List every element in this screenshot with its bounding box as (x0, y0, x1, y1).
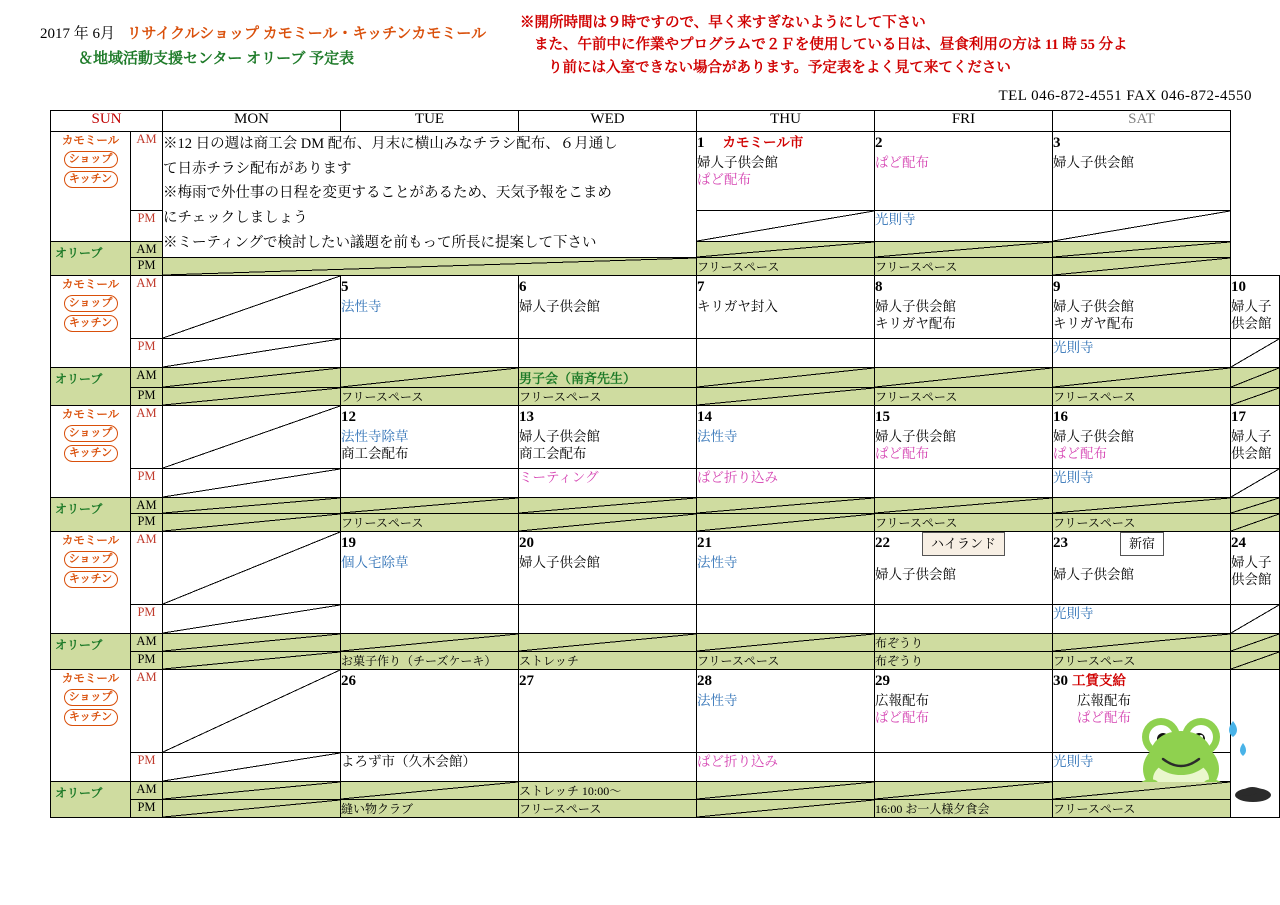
olive-cell-1-am[interactable] (697, 242, 875, 258)
week2-olive-pm-row (51, 388, 1280, 406)
day-cell-11-sun-pm[interactable] (163, 469, 341, 498)
am-label-week4: AM (131, 532, 163, 605)
day-cell-6[interactable] (519, 276, 697, 339)
olive-pm-label-week4: PM (131, 652, 163, 670)
label-olive-week4 (51, 634, 131, 670)
olive-cell-sat-pm[interactable] (1231, 514, 1280, 532)
center-title: ＆地域活動支援センター オリーブ 予定表 (78, 51, 355, 67)
day-number: 5 (341, 279, 349, 295)
olive-cell-fri-pm[interactable]: フリースペース (1053, 514, 1231, 532)
kitchen-pill: キッチン (64, 445, 118, 462)
note-line-4: にチェックしましょう (163, 209, 308, 226)
olive-cell-tue-am[interactable] (519, 634, 697, 652)
week2-pm-row (51, 339, 1280, 368)
event: 婦人子供会館 (519, 298, 600, 314)
olive-cell-sun-am[interactable] (163, 368, 341, 388)
week5-olive-am-row (51, 782, 1280, 800)
weekday-wed: WED (519, 111, 697, 132)
shop-pill: ショップ (64, 295, 118, 312)
olive-cell-thu-am[interactable] (875, 368, 1053, 388)
event: 婦人子供会館 (697, 154, 778, 170)
event: 法性寺除草 (341, 428, 409, 444)
day-cell-11-sun[interactable] (163, 406, 341, 469)
olive-cell-wed-am[interactable] (697, 634, 875, 652)
olive-cell-1-pm[interactable]: フリースペース (697, 258, 875, 276)
olive-cell-fri-pm[interactable]: フリースペース (1053, 652, 1231, 670)
day-cell-29-pm[interactable] (875, 753, 1053, 782)
label-kamomiiru-week2 (51, 276, 131, 368)
day-cell-15-pm[interactable] (875, 469, 1053, 498)
day-tag: 新宿 (1120, 532, 1164, 556)
weekday-thu: THU (697, 111, 875, 132)
olive-label: オリーブ (55, 638, 103, 652)
event: よろず市（久木会館） (341, 754, 476, 769)
week3-pm-row (51, 469, 1280, 498)
shop-title: リサイクルショップ カモミール・キッチンカモミール (126, 26, 487, 42)
calendar-table (50, 110, 1280, 818)
day-number: 6 (519, 279, 527, 295)
day-cell-9[interactable] (1053, 276, 1231, 339)
day-cell-16[interactable] (1053, 406, 1231, 469)
olive-cell-mon-pm[interactable]: 縫い物クラブ (341, 800, 519, 818)
day-cell-20-pm[interactable] (519, 605, 697, 634)
day-cell-28[interactable] (697, 670, 875, 753)
olive-cell-wed-am[interactable] (697, 368, 875, 388)
day-tag: カモミール市 (722, 135, 804, 150)
day-tag: ハイランド (922, 532, 1005, 556)
weekday-mon: MON (163, 111, 341, 132)
kitchen-pill: キッチン (64, 571, 118, 588)
day-cell-14-pm[interactable] (697, 469, 875, 498)
day-number: 3 (1053, 135, 1061, 151)
event: ぱど配布 (875, 446, 929, 462)
olive-pm-label-week5: PM (131, 800, 163, 818)
day-number: 26 (341, 673, 356, 689)
day-number: 27 (519, 673, 534, 689)
day-number: 13 (519, 409, 534, 425)
day-cell-14[interactable] (697, 406, 875, 469)
illustration-cell (1231, 670, 1280, 818)
event: 法性寺 (697, 692, 738, 708)
day-number: 15 (875, 409, 890, 425)
label-kamomiiru-week4 (51, 532, 131, 634)
event: 個人宅除草 (341, 554, 409, 570)
weekday-sun: SUN (51, 111, 163, 132)
notice-line-3: り前には入室できない場合があります。予定表をよく見て来てください (548, 59, 1011, 76)
pm-label-week4: PM (131, 605, 163, 634)
event: 広報配布 (1077, 692, 1131, 708)
title-line-1 (40, 22, 510, 43)
event: 婦人子供会館 (875, 428, 956, 444)
notice-block (520, 12, 1220, 79)
week3-olive-am-row (51, 498, 1280, 514)
day-cell-16-pm[interactable] (1053, 469, 1231, 498)
day-cell-24-pm[interactable] (1231, 605, 1280, 634)
day-cell-27-pm[interactable] (519, 753, 697, 782)
note-line-2: て日赤チラシ配布があります (163, 160, 352, 177)
event: 商工会配布 (519, 446, 587, 462)
kamomiiru-label: カモミール (61, 535, 120, 547)
olive-cell-tue-pm[interactable]: フリースペース (519, 800, 697, 818)
day-cell-26-pm[interactable] (341, 753, 519, 782)
olive-cell-sat-pm[interactable] (1231, 652, 1280, 670)
day-cell-5[interactable] (341, 276, 519, 339)
event: 光則寺 (875, 212, 916, 227)
event: 婦人子供会館 (875, 298, 956, 314)
weekday-header-row (51, 111, 1280, 132)
olive-cell-mon-pm[interactable]: フリースペース (341, 514, 519, 532)
day-cell-4-sun-pm[interactable] (163, 339, 341, 368)
day-number: 17 (1231, 409, 1246, 425)
day-cell-23[interactable] (1053, 532, 1231, 605)
event: 光則寺 (1053, 606, 1094, 621)
event: 法性寺 (341, 298, 382, 314)
label-kamomiiru-week3 (51, 406, 131, 498)
kamomiiru-label: カモミール (61, 409, 120, 421)
event: ミーティング (519, 470, 599, 485)
weekday-fri: FRI (875, 111, 1053, 132)
olive-pm-label-week3: PM (131, 514, 163, 532)
olive-cell-thu-am[interactable] (875, 498, 1053, 514)
olive-note-row[interactable] (163, 258, 697, 276)
kitchen-pill: キッチン (64, 171, 118, 188)
day-cell-10-pm[interactable] (1231, 339, 1280, 368)
olive-cell-fri-am[interactable] (1053, 634, 1231, 652)
olive-cell-mon-am[interactable] (341, 634, 519, 652)
olive-am-label-week2: AM (131, 368, 163, 388)
olive-cell-wed-pm[interactable] (697, 800, 875, 818)
olive-label: オリーブ (55, 502, 103, 516)
olive-cell-sun-pm[interactable] (163, 388, 341, 406)
am-label-week2: AM (131, 276, 163, 339)
olive-cell-wed-pm[interactable]: フリースペース (697, 652, 875, 670)
olive-cell-thu-am[interactable]: 布ぞうり (875, 634, 1053, 652)
day-number: 7 (697, 279, 705, 295)
olive-cell-sat-am[interactable] (1231, 634, 1280, 652)
olive-cell-mon-am[interactable] (341, 782, 519, 800)
notice-line-1: ※開所時間は９時ですので、早く来すぎないようにして下さい (520, 15, 926, 31)
event: 婦人子供会館 (1053, 154, 1134, 170)
day-cell-2-pm[interactable] (875, 211, 1053, 242)
day-number: 23 (1053, 535, 1068, 551)
olive-cell-sun-am[interactable] (163, 782, 341, 800)
day-cell-18-sun-pm[interactable] (163, 605, 341, 634)
day-number: 21 (697, 535, 712, 551)
day-cell-12[interactable] (341, 406, 519, 469)
olive-am-label-week3: AM (131, 498, 163, 514)
olive-cell-thu-pm[interactable]: 16:00 お一人様夕食会 (875, 800, 1053, 818)
olive-cell-sun-pm[interactable] (163, 652, 341, 670)
note-line-3: ※梅雨で外仕事の日程を変更することがあるため、天気予報をこまめ (163, 185, 612, 202)
olive-cell-sun-pm[interactable] (163, 514, 341, 532)
day-cell-12-pm[interactable] (341, 469, 519, 498)
olive-cell-wed-pm[interactable] (697, 514, 875, 532)
day-cell-21-pm[interactable] (697, 605, 875, 634)
event: キリガヤ配布 (1053, 316, 1134, 332)
day-number: 1 (697, 135, 705, 151)
olive-cell-wed-am[interactable] (697, 498, 875, 514)
olive-cell-fri-am[interactable] (1053, 498, 1231, 514)
shop-pill: ショップ (64, 551, 118, 568)
olive-cell-fri-pm[interactable]: フリースペース (1053, 388, 1231, 406)
pm-label-week5: PM (131, 753, 163, 782)
day-cell-26[interactable] (341, 670, 519, 753)
week1-olive-pm-row (51, 258, 1280, 276)
shop-pill: ショップ (64, 689, 118, 706)
day-cell-8[interactable] (875, 276, 1053, 339)
day-cell-6-pm[interactable] (519, 339, 697, 368)
day-number: 14 (697, 409, 712, 425)
event: ぱど配布 (875, 154, 929, 170)
event: ぱど配布 (1053, 446, 1107, 462)
olive-cell-sun-am[interactable] (163, 634, 341, 652)
event: 婦人子供会館 (875, 566, 956, 582)
day-number: 8 (875, 279, 883, 295)
day-cell-1-pm[interactable] (697, 211, 875, 242)
day-cell-1[interactable] (697, 132, 875, 211)
olive-cell-3-pm[interactable] (1053, 258, 1231, 276)
day-cell-19-pm[interactable] (341, 605, 519, 634)
olive-cell-tue-pm[interactable] (519, 514, 697, 532)
title-block (40, 22, 510, 68)
olive-cell-tue-pm[interactable]: ストレッチ (519, 652, 697, 670)
olive-cell-fri-am[interactable] (1053, 368, 1231, 388)
day-cell-9-pm[interactable] (1053, 339, 1231, 368)
day-cell-4-sun[interactable] (163, 276, 341, 339)
label-olive-week1 (51, 242, 131, 276)
event: キリガヤ配布 (875, 316, 956, 332)
olive-cell-mon-pm[interactable]: フリースペース (341, 388, 519, 406)
day-cell-23-pm[interactable] (1053, 605, 1231, 634)
am-label-week3: AM (131, 406, 163, 469)
day-number: 29 (875, 673, 890, 689)
day-cell-25-sun[interactable] (163, 670, 341, 753)
event: 光則寺 (1053, 470, 1094, 485)
event: 婦人子供会館 (1231, 554, 1272, 588)
event: 婦人子供会館 (519, 554, 600, 570)
week4-olive-pm-row (51, 652, 1280, 670)
kamomiiru-label: カモミール (61, 135, 120, 147)
olive-cell-fri-am[interactable] (1053, 782, 1231, 800)
day-cell-17[interactable] (1231, 406, 1280, 469)
olive-pm-label-week2: PM (131, 388, 163, 406)
day-cell-24[interactable] (1231, 532, 1280, 605)
day-cell-3[interactable] (1053, 132, 1231, 211)
weekday-sat: SAT (1053, 111, 1231, 132)
day-number: 9 (1053, 279, 1061, 295)
event: 法性寺 (697, 428, 738, 444)
note-line-1: ※12 日の週は商工会 DM 配布、月末に横山みなチラシ配布、６月通し (163, 136, 618, 152)
day-number: 16 (1053, 409, 1068, 425)
event: 婦人子供会館 (1231, 298, 1272, 332)
olive-am-label-week4: AM (131, 634, 163, 652)
olive-label: オリーブ (55, 246, 103, 260)
day-cell-5-pm[interactable] (341, 339, 519, 368)
day-cell-17-pm[interactable] (1231, 469, 1280, 498)
olive-pm-label-week1: PM (131, 258, 163, 276)
week5-pm-row (51, 753, 1280, 782)
day-cell-13[interactable] (519, 406, 697, 469)
event: 法性寺 (697, 554, 738, 570)
day-cell-21[interactable] (697, 532, 875, 605)
olive-cell-tue-am[interactable]: 男子会（南斉先生） (519, 368, 697, 388)
olive-cell-tue-am[interactable] (519, 498, 697, 514)
pm-label-week3: PM (131, 469, 163, 498)
olive-am-label-week1: AM (131, 242, 163, 258)
week5-olive-pm-row (51, 800, 1280, 818)
day-tag: 工賃支給 (1072, 673, 1126, 688)
day-number: 12 (341, 409, 356, 425)
olive-cell-mon-am[interactable] (341, 368, 519, 388)
event: 婦人子供会館 (1231, 428, 1272, 462)
olive-label: オリーブ (55, 786, 103, 800)
olive-cell-thu-pm[interactable]: フリースペース (875, 388, 1053, 406)
olive-label: オリーブ (55, 372, 103, 386)
olive-cell-thu-pm[interactable]: 布ぞうり (875, 652, 1053, 670)
week3-olive-pm-row (51, 514, 1280, 532)
am-label-week1: AM (131, 132, 163, 211)
olive-cell-tue-pm[interactable]: フリースペース (519, 388, 697, 406)
week2-olive-am-row (51, 368, 1280, 388)
olive-cell-mon-pm[interactable]: お菓子作り（チーズケーキ） (341, 652, 519, 670)
day-cell-29[interactable] (875, 670, 1053, 753)
event: ぱど折り込み (697, 470, 778, 485)
day-number: 2 (875, 135, 883, 151)
kamomiiru-label: カモミール (61, 673, 120, 685)
notice-line-2: また、午前中に作業やプログラムで２Ｆを使用している日は、昼食利用の方は 11 時 55 分よ (534, 37, 1128, 54)
day-cell-3-pm[interactable] (1053, 211, 1231, 242)
day-cell-25-sun-pm[interactable] (163, 753, 341, 782)
week2-am-row (51, 276, 1280, 339)
olive-cell-sat-am[interactable] (1231, 498, 1280, 514)
event: 広報配布 (875, 692, 929, 708)
label-olive-week5 (51, 782, 131, 818)
day-cell-10[interactable] (1231, 276, 1280, 339)
event: 光則寺 (1053, 340, 1094, 355)
olive-cell-sun-am[interactable] (163, 498, 341, 514)
day-cell-22-pm[interactable] (875, 605, 1053, 634)
event: 婦人子供会館 (1053, 566, 1134, 582)
week3-am-row (51, 406, 1280, 469)
olive-cell-sat-am[interactable] (1231, 368, 1280, 388)
label-olive-week3 (51, 498, 131, 532)
week4-am-row (51, 532, 1280, 605)
pm-label-week1: PM (131, 211, 163, 242)
contact-info: TEL 046-872-4551 FAX 046-872-4550 (998, 88, 1252, 104)
week1-am-row (51, 132, 1280, 211)
event: 婦人子供会館 (519, 428, 600, 444)
event: ぱど配布 (1077, 710, 1131, 726)
day-cell-20[interactable] (519, 532, 697, 605)
day-cell-19[interactable] (341, 532, 519, 605)
kitchen-pill: キッチン (64, 315, 118, 332)
olive-cell-sat-pm[interactable] (1231, 388, 1280, 406)
week4-olive-am-row (51, 634, 1280, 652)
day-number: 19 (341, 535, 356, 551)
day-number: 20 (519, 535, 534, 551)
olive-cell-tue-am[interactable]: ストレッチ 10:00～ (519, 782, 697, 800)
olive-cell-2-pm[interactable]: フリースペース (875, 258, 1053, 276)
event: ぱど配布 (697, 172, 751, 188)
day-number: 28 (697, 673, 712, 689)
olive-am-label-week5: AM (131, 782, 163, 800)
olive-cell-sun-pm[interactable] (163, 800, 341, 818)
label-kamomiiru-week1 (51, 132, 131, 242)
olive-cell-3-am[interactable] (1053, 242, 1231, 258)
olive-cell-thu-am[interactable] (875, 782, 1053, 800)
event: 光則寺 (1053, 754, 1094, 769)
event: ぱど配布 (875, 710, 929, 726)
week5-am-row (51, 670, 1280, 753)
event: キリガヤ封入 (697, 298, 778, 314)
shop-pill: ショップ (64, 425, 118, 442)
day-number: 24 (1231, 535, 1246, 551)
day-cell-2[interactable] (875, 132, 1053, 211)
olive-cell-wed-am[interactable] (697, 782, 875, 800)
olive-cell-mon-am[interactable] (341, 498, 519, 514)
monthly-notes (163, 132, 697, 258)
day-number: 10 (1231, 279, 1246, 295)
day-cell-18-sun[interactable] (163, 532, 341, 605)
week4-pm-row (51, 605, 1280, 634)
am-label-week5: AM (131, 670, 163, 753)
event: 商工会配布 (341, 446, 409, 462)
day-cell-22[interactable] (875, 532, 1053, 605)
day-cell-27[interactable] (519, 670, 697, 753)
kitchen-pill: キッチン (64, 709, 118, 726)
day-cell-15[interactable] (875, 406, 1053, 469)
note-line-5: ※ミーティングで検討したい議題を前もって所長に提案して下さい (163, 234, 597, 251)
label-olive-week2 (51, 368, 131, 406)
day-cell-7-pm[interactable] (697, 339, 875, 368)
day-cell-28-pm[interactable] (697, 753, 875, 782)
event: 婦人子供会館 (1053, 298, 1134, 314)
kamomiiru-label: カモミール (61, 279, 120, 291)
label-kamomiiru-week5 (51, 670, 131, 782)
day-cell-13-pm[interactable] (519, 469, 697, 498)
event: 婦人子供会館 (1053, 428, 1134, 444)
olive-cell-wed-pm[interactable] (697, 388, 875, 406)
pm-label-week2: PM (131, 339, 163, 368)
month-label: 2017 年 6月 (40, 26, 116, 42)
day-number: 22 (875, 535, 890, 551)
day-number: 30 (1053, 673, 1068, 689)
day-cell-7[interactable] (697, 276, 875, 339)
weekday-tue: TUE (341, 111, 519, 132)
olive-cell-fri-pm[interactable]: フリースペース (1053, 800, 1231, 818)
event: ぱど折り込み (697, 754, 778, 769)
olive-cell-thu-pm[interactable]: フリースペース (875, 514, 1053, 532)
shop-pill: ショップ (64, 151, 118, 168)
day-cell-8-pm[interactable] (875, 339, 1053, 368)
olive-cell-2-am[interactable] (875, 242, 1053, 258)
